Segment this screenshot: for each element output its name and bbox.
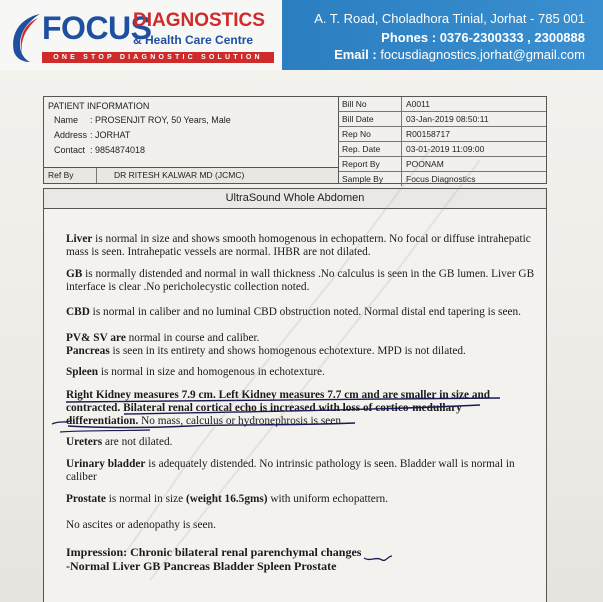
bill-meta-table (338, 97, 546, 186)
meta-value: Focus Diagnostics (406, 174, 476, 184)
meta-label: Report By (342, 159, 380, 169)
contact-label: Contact (54, 145, 86, 155)
ref-by-label: Ref By (48, 170, 74, 180)
finding-text: is normal in size and homogenous in echotexture. (98, 366, 325, 378)
finding-text: is seen in its entirety and shows homogenous echotexture. MPD is not dilated. (109, 345, 466, 357)
finding-heading: CBD (66, 306, 90, 318)
patient-name-row (54, 115, 231, 125)
patient-address-row (54, 130, 130, 140)
brand-secondary: DIAGNOSTICS (133, 10, 265, 31)
meta-value: 03-Jan-2019 08:50:11 (406, 114, 489, 124)
meta-value: 03-01-2019 11:09:00 (406, 144, 485, 154)
patient-name: : PROSENJIT ROY, 50 Years, Male (90, 115, 231, 125)
finding-kidneys (66, 389, 536, 428)
finding-text: is normally distended and normal in wall thickness .No calculus is seen in the GB lumen. Liver GB interface is clear .No pericholecystic collection noted. (66, 268, 535, 293)
patient-info-cell (44, 97, 339, 167)
finding-ascites: No ascites or adenopathy is seen. (66, 519, 216, 531)
finding-heading: Urinary bladder (66, 458, 146, 470)
patient-info-box (43, 96, 547, 184)
finding-liver (66, 233, 536, 259)
finding-text: is normal in size (105, 493, 186, 505)
finding-pv-pancreas (66, 332, 536, 358)
patient-info-title: PATIENT INFORMATION (48, 101, 150, 111)
meta-row (338, 172, 546, 186)
meta-row (338, 112, 546, 127)
meta-label: Sample By (342, 174, 384, 184)
finding-cbd (66, 306, 536, 319)
prostate-weight: (weight 16.5gms) (185, 493, 268, 505)
meta-row (338, 97, 546, 112)
header-logo-area (0, 0, 282, 70)
meta-value: A0011 (406, 99, 430, 109)
phones-label: Phones : (381, 30, 440, 45)
meta-value: POONAM (406, 159, 444, 169)
email-value: focusdiagnostics.jorhat@gmail.com (380, 47, 585, 62)
finding-spleen (66, 366, 536, 379)
impression (66, 545, 536, 573)
finding-heading: Liver (66, 233, 93, 245)
report-title: UltraSound Whole Abdomen (44, 189, 546, 209)
logo-swoosh-icon (6, 8, 46, 64)
finding-heading: GB (66, 268, 83, 280)
finding-bladder (66, 458, 536, 484)
phones-value: 0376-2300333 , 2300888 (439, 30, 585, 45)
finding-gb (66, 268, 536, 294)
finding-heading: Spleen (66, 366, 99, 378)
impression-line-2: -Normal Liver GB Pancreas Bladder Spleen Prostate (66, 559, 337, 573)
meta-label: Rep. Date (342, 144, 381, 154)
finding-heading: PV& SV are (66, 332, 126, 344)
ref-by-doctor: DR RITESH KALWAR MD (JCMC) (114, 170, 245, 180)
meta-row (338, 157, 546, 172)
finding-text: with uniform echopattern. (267, 493, 389, 505)
meta-row (338, 127, 546, 142)
finding-heading: Prostate (66, 493, 106, 505)
patient-contact-row (54, 145, 145, 155)
meta-label: Bill No (342, 99, 367, 109)
tagline: ONE STOP DIAGNOSTIC SOLUTION (42, 52, 274, 63)
finding-text: are not dilated. (102, 436, 173, 448)
email-label: Email : (334, 47, 381, 62)
finding-text: is adequately distended. No intrinsic pathology is seen. Bladder wall is normal in caliber (66, 458, 515, 483)
meta-value: R00158717 (406, 129, 450, 139)
brand-subtitle: & Health Care Centre (133, 33, 254, 47)
brand-name: FOCUS (42, 10, 152, 46)
meta-label: Rep No (342, 129, 371, 139)
meta-row (338, 142, 546, 157)
finding-heading: Right Kidney measures 7.9 cm. Left Kidney measures 7.7 cm and are smaller in size and contracted. Bilateral renal cortical echo is increased with loss of cortico-medullary differentiation. (66, 389, 491, 427)
header-phones (381, 30, 585, 45)
patient-contact: : 9854874018 (90, 145, 146, 155)
header-address: A. T. Road, Choladhora Tinial, Jorhat - 785 001 (314, 11, 585, 26)
address-label: Address (54, 130, 88, 140)
finding-text: normal in course and caliber. (125, 332, 260, 344)
impression-line-1: Impression: Chronic bilateral renal parenchymal changes (66, 545, 362, 559)
referred-by-row (44, 167, 339, 183)
name-label: Name (54, 115, 79, 125)
finding-text: No mass, calculus or hydronephrosis is seen. (138, 415, 344, 427)
header-contact-area (282, 0, 603, 70)
finding-prostate (66, 493, 536, 506)
finding-ureters (66, 436, 536, 449)
patient-address: : JORHAT (90, 130, 131, 140)
finding-text: is normal in size and shows smooth homogenous in echopattern. No focal or diffuse intrahepatic mass is seen. Intrahepatic vessels are normal. IHBR are not dilated. (66, 233, 531, 258)
finding-heading: Pancreas (66, 345, 110, 357)
meta-label: Bill Date (342, 114, 374, 124)
header-email (334, 47, 585, 62)
finding-heading: Ureters (66, 436, 103, 448)
finding-text: is normal in caliber and no luminal CBD obstruction noted. Normal distal end tapering is seen. (89, 306, 521, 318)
